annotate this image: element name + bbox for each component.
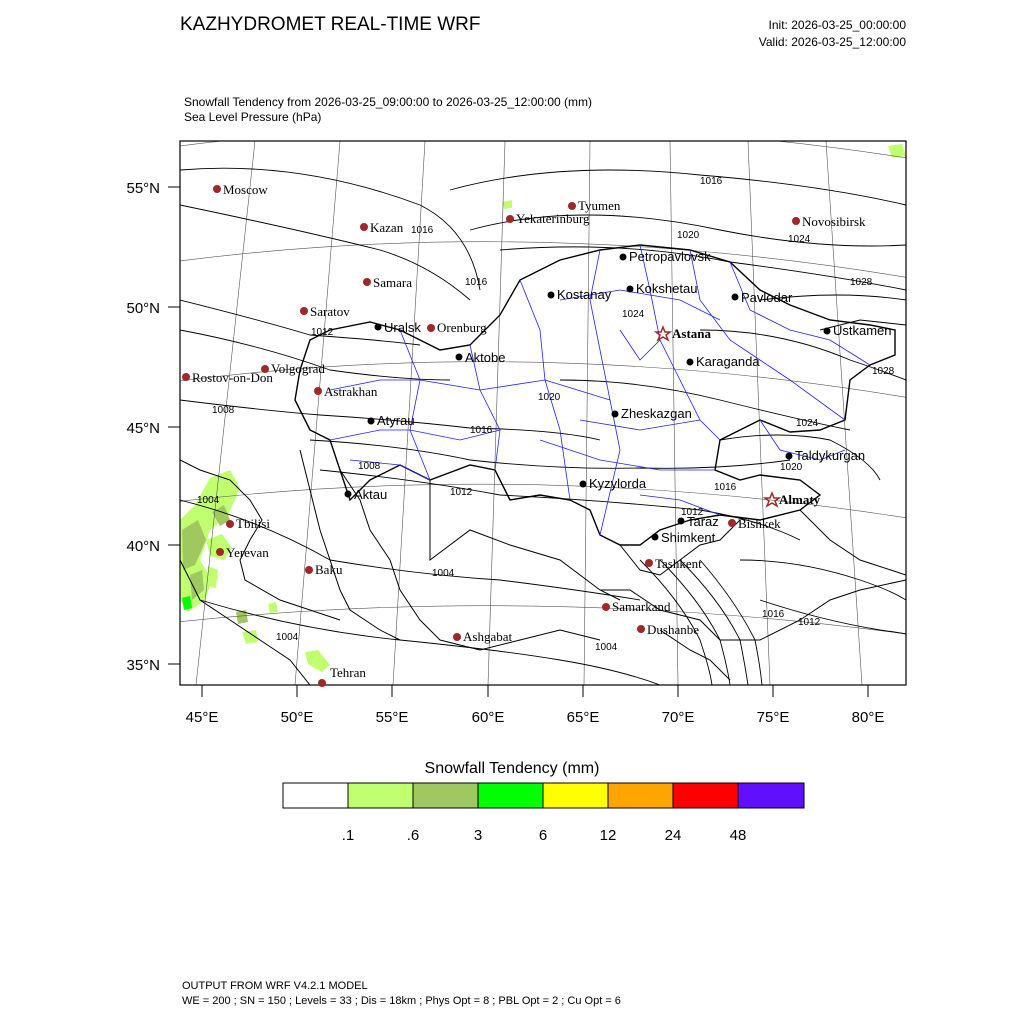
lon-label-75: 75°E xyxy=(756,709,790,726)
colorbar-swatch xyxy=(608,783,673,808)
lat-label-40: 40°N xyxy=(126,538,160,555)
city-tashkent xyxy=(645,556,702,571)
city-moscow xyxy=(213,182,268,197)
isobar-label: 1008 xyxy=(212,405,235,416)
graticule xyxy=(150,126,950,685)
city-orenburg xyxy=(427,320,487,335)
city-label: Samara xyxy=(373,275,412,290)
city-label: Samarkand xyxy=(612,599,671,614)
city-tbilisi xyxy=(226,516,270,531)
lon-label-45: 45°E xyxy=(185,709,219,726)
city-yekaterinburg xyxy=(506,211,590,226)
lon-label-70: 70°E xyxy=(661,709,695,726)
city-petropavlovsk xyxy=(620,249,712,264)
city-uralsk xyxy=(375,320,422,335)
city-ustkamen xyxy=(824,323,892,338)
isobar-label: 1004 xyxy=(197,495,220,506)
city-aktobe xyxy=(456,350,506,365)
city-label: Zheskazgan xyxy=(621,406,692,421)
city-label: Kyzylorda xyxy=(589,476,647,491)
city-label: Atyrau xyxy=(377,413,415,428)
isobar-label: 1024 xyxy=(796,418,819,429)
isobar-label: 1020 xyxy=(677,230,700,241)
axis-ticks xyxy=(168,187,868,697)
isobar-label: 1024 xyxy=(622,309,645,320)
city-label: Shimkent xyxy=(661,530,716,545)
isobar-label: 1020 xyxy=(538,392,561,403)
footer-params: WE = 200 ; SN = 150 ; Levels = 33 ; Dis = 18km ; Phys Opt = 8 ; PBL Opt = 2 ; Cu Opt = 6 xyxy=(182,995,621,1007)
lat-label-45: 45°N xyxy=(126,420,160,437)
isobar-label: 1012 xyxy=(798,617,821,628)
city-label: Novosibirsk xyxy=(802,214,866,229)
city-samara xyxy=(363,275,412,290)
city-label: Volgograd xyxy=(271,361,325,376)
footer-model: OUTPUT FROM WRF V4.2.1 MODEL xyxy=(182,980,368,992)
isobar-label: 1020 xyxy=(780,462,803,473)
colorbar-label: 48 xyxy=(729,827,747,844)
city-rostov-on-don xyxy=(182,370,273,385)
isobar-label: 1028 xyxy=(872,366,895,377)
city-label: Petropavlovsk xyxy=(629,249,711,264)
city-label: Almaty xyxy=(779,492,821,507)
city-zheskazgan xyxy=(612,406,692,421)
city-label: Taraz xyxy=(687,514,719,529)
colorbar-label: .6 xyxy=(406,827,420,844)
map-title: KAZHYDROMET REAL-TIME WRF xyxy=(180,14,481,35)
valid-time: Valid: 2026-03-25_12:00:00 xyxy=(758,35,906,49)
colorbar-swatch xyxy=(348,783,413,808)
city-bishkek xyxy=(728,516,781,531)
colorbar-label: 12 xyxy=(599,827,617,844)
city-kazan xyxy=(360,220,404,235)
city-label: Uralsk xyxy=(384,320,421,335)
city-shimkent xyxy=(652,530,716,545)
city-label: Tbilisi xyxy=(236,516,270,531)
city-astrakhan xyxy=(314,384,378,399)
isobar-label: 1012 xyxy=(450,487,473,498)
isobar-label: 1004 xyxy=(595,642,618,653)
city-kyzylorda xyxy=(580,476,647,491)
city-atyrau xyxy=(368,413,415,428)
lon-label-65: 65°E xyxy=(566,709,600,726)
isobar-label: 1012 xyxy=(681,507,704,518)
city-label: Kostanay xyxy=(557,287,612,302)
city-label: Tyumen xyxy=(578,198,621,213)
city-label: Pavlodar xyxy=(741,290,793,305)
city-label: Aktobe xyxy=(465,350,506,365)
city-label: Yekaterinburg xyxy=(516,211,590,226)
colorbar-label: 3 xyxy=(473,827,483,844)
isobar-label: 1004 xyxy=(276,632,299,643)
colorbar-title: Snowfall Tendency (mm) xyxy=(424,760,600,777)
colorbar-swatch xyxy=(413,783,478,808)
city-label: Bishkek xyxy=(738,516,781,531)
city-label: Rostov-on-Don xyxy=(192,370,273,385)
city-label: Astana xyxy=(672,326,712,341)
city-novosibirsk xyxy=(792,214,866,229)
lat-label-35: 35°N xyxy=(126,657,160,674)
city-label: Ustkamen xyxy=(833,323,892,338)
city-label: Dushanbe xyxy=(647,622,699,637)
isobar-label: 1008 xyxy=(358,461,381,472)
city-label: Saratov xyxy=(310,304,350,319)
colorbar-swatch xyxy=(283,783,348,808)
city-saratov xyxy=(300,304,350,319)
city-label: Kazan xyxy=(370,220,404,235)
lat-label-50: 50°N xyxy=(126,300,160,317)
city-kostanay xyxy=(548,287,612,302)
isobar-label: 1012 xyxy=(311,327,334,338)
city-ashgabat xyxy=(453,629,512,644)
isobar-label: 1016 xyxy=(762,609,785,620)
city-label: Yerevan xyxy=(226,545,269,560)
lon-label-60: 60°E xyxy=(471,709,505,726)
city-label: Baku xyxy=(315,562,343,577)
city-label: Taldykurgan xyxy=(795,448,866,463)
lon-label-50: 50°E xyxy=(280,709,314,726)
city-taldykurgan xyxy=(786,448,866,463)
colorbar-swatch xyxy=(543,783,608,808)
capital-astana xyxy=(656,326,712,341)
city-label: Kokshetau xyxy=(636,281,698,296)
isobar-label: 1016 xyxy=(470,425,493,436)
city-label: Karaganda xyxy=(696,354,760,369)
city-label: Aktau xyxy=(354,487,388,502)
colorbar-swatch xyxy=(673,783,738,808)
city-label: Tehran xyxy=(330,665,366,680)
capital-almaty xyxy=(765,492,821,507)
isobar-label: 1016 xyxy=(411,225,434,236)
colorbar-label: 24 xyxy=(664,827,682,844)
colorbar-label: 6 xyxy=(538,827,548,844)
city-samarkand xyxy=(602,599,671,614)
isobar-label: 1024 xyxy=(788,234,811,245)
colorbar-swatch xyxy=(738,783,804,808)
city-label: Moscow xyxy=(223,182,268,197)
lon-label-55: 55°E xyxy=(375,709,409,726)
isobar-label: 1016 xyxy=(700,176,723,187)
lon-label-80: 80°E xyxy=(851,709,885,726)
isobar-label: 1016 xyxy=(714,482,737,493)
city-label: Astrakhan xyxy=(324,384,378,399)
isobar-label: 1016 xyxy=(465,277,488,288)
colorbar-swatch xyxy=(478,783,543,808)
colorbar-label: .1 xyxy=(341,827,355,844)
city-baku xyxy=(305,562,343,577)
map-plot-area xyxy=(150,126,950,685)
city-label: Tashkent xyxy=(655,556,702,571)
colorbar xyxy=(283,783,804,808)
city-label: Orenburg xyxy=(437,320,487,335)
city-label: Ashgabat xyxy=(463,629,513,644)
init-time: Init: 2026-03-25_00:00:00 xyxy=(768,18,906,32)
city-kokshetau xyxy=(627,281,698,296)
city-pavlodar xyxy=(732,290,793,305)
field-subtitle-snowfall: Snowfall Tendency from 2026-03-25_09:00:00 to 2026-03-25_12:00:00 (mm) xyxy=(184,95,593,109)
city-dushanbe xyxy=(637,622,699,637)
isobar-label: 1028 xyxy=(850,277,873,288)
city-karaganda xyxy=(687,354,761,369)
star-icon xyxy=(765,493,779,506)
lat-label-55: 55°N xyxy=(126,180,160,197)
isobar-label: 1004 xyxy=(432,568,455,579)
field-subtitle-pressure: Sea Level Pressure (hPa) xyxy=(184,110,322,124)
